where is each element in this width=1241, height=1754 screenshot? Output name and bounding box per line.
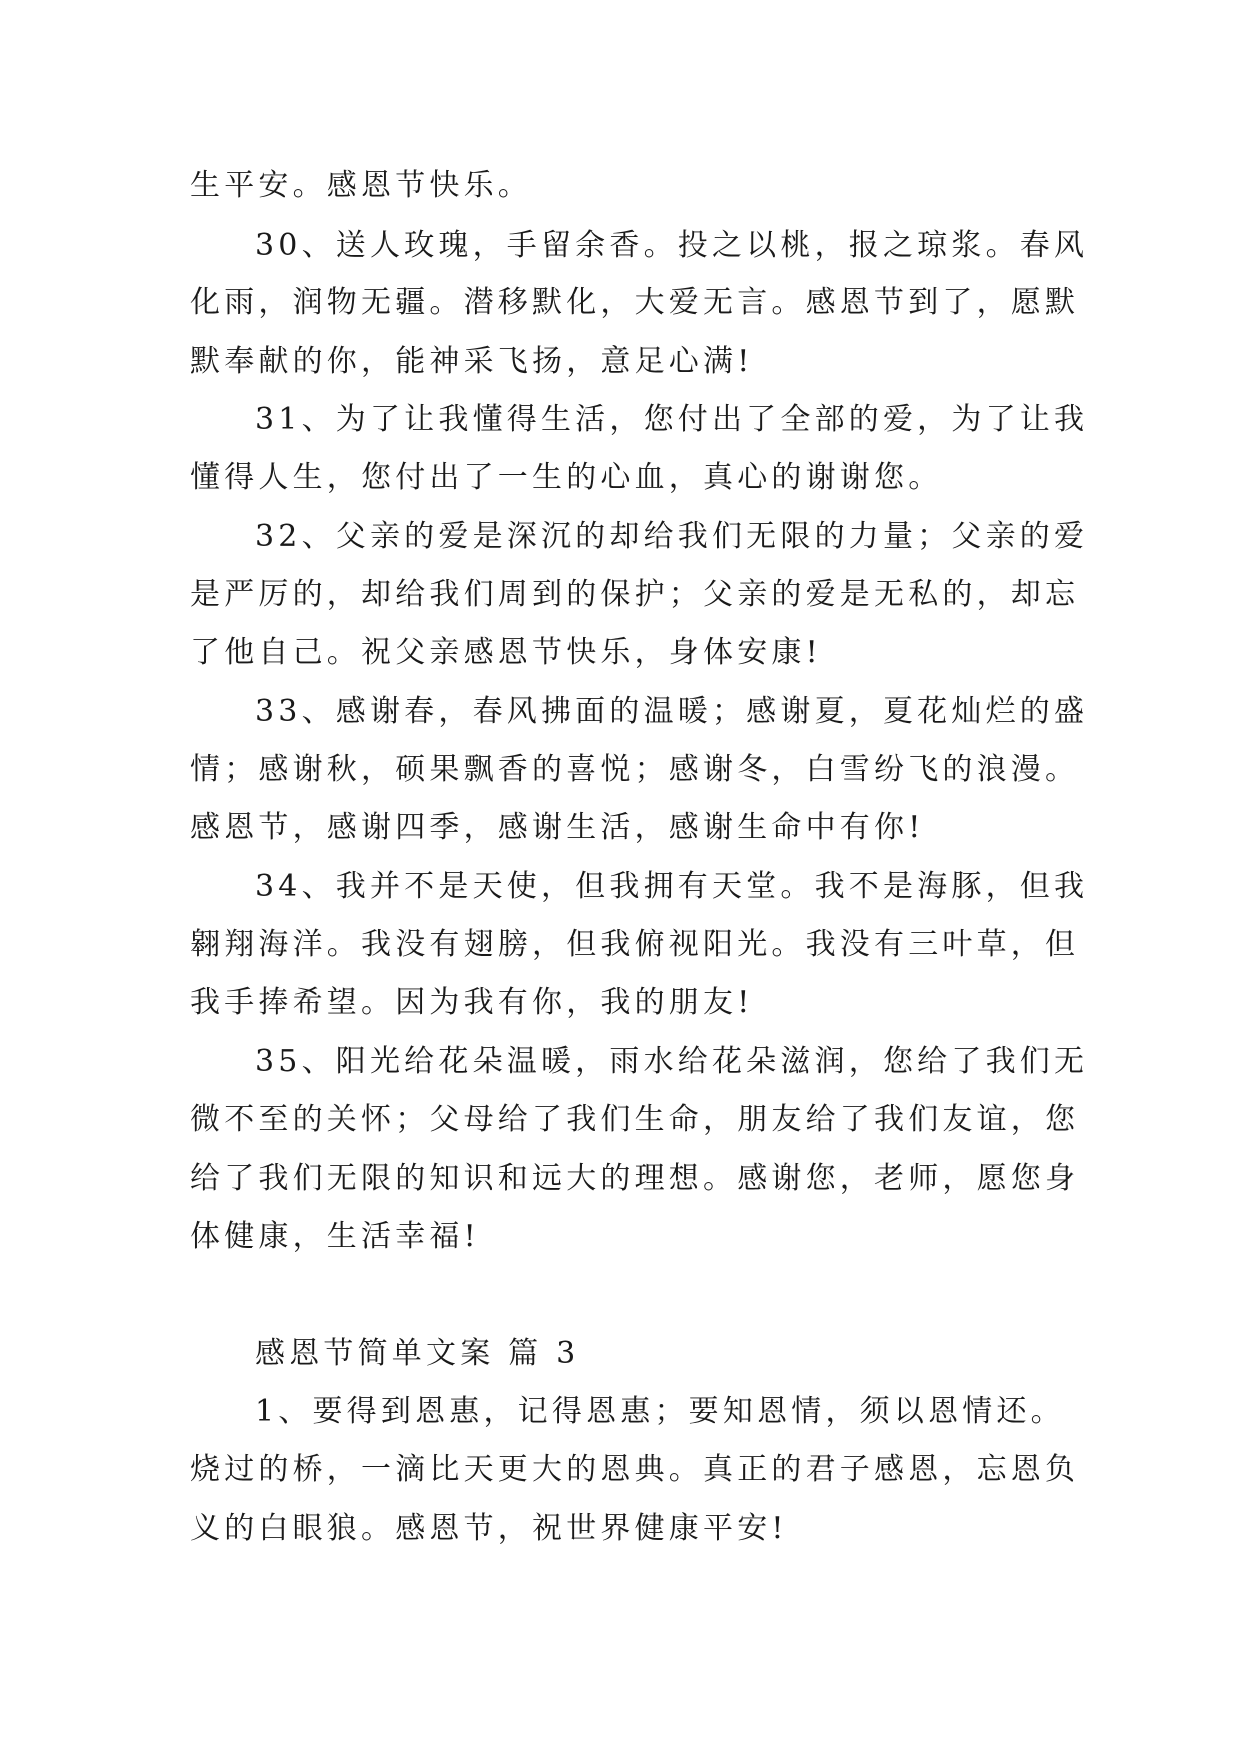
text-line: 感恩节，感谢四季，感谢生活，感谢生命中有你! — [190, 810, 925, 845]
text-line: 情；感谢秋，硕果飘香的喜悦；感谢冬，白雪纷飞的浪漫。 — [190, 752, 1080, 787]
paragraph-33-line: 33、感谢春，春风拂面的温暖；感谢夏，夏花灿烂的盛 — [255, 694, 1089, 729]
text-line: 义的白眼狼。感恩节，祝世界健康平安! — [190, 1511, 788, 1546]
paragraph-34-line: 34、我并不是天使，但我拥有天堂。我不是海豚，但我 — [255, 869, 1089, 904]
text-line: 给了我们无限的知识和远大的理想。感谢您，老师，愿您身 — [190, 1161, 1080, 1196]
paragraph-32-line: 32、父亲的爱是深沉的却给我们无限的力量；父亲的爱 — [255, 519, 1089, 554]
text-line: 化雨，润物无疆。潜移默化，大爱无言。感恩节到了，愿默 — [190, 285, 1080, 320]
text-line: 微不至的关怀；父母给了我们生命，朋友给了我们友谊，您 — [190, 1102, 1080, 1137]
paragraph-31-line: 31、为了让我懂得生活，您付出了全部的爱，为了让我 — [255, 402, 1089, 437]
text-line: 我手捧希望。因为我有你，我的朋友! — [190, 985, 754, 1020]
text-line: 了他自己。祝父亲感恩节快乐，身体安康! — [190, 635, 822, 670]
text-line: 是严厉的，却给我们周到的保护；父亲的爱是无私的，却忘 — [190, 577, 1080, 612]
text-line: 生平安。感恩节快乐。 — [190, 168, 532, 203]
paragraph-30-line: 30、送人玫瑰，手留余香。投之以桃，报之琼浆。春风 — [255, 228, 1089, 263]
section-heading: 感恩节简单文案 篇 3 — [255, 1336, 580, 1371]
paragraph-35-line: 35、阳光给花朵温暖，雨水给花朵滋润，您给了我们无 — [255, 1044, 1089, 1079]
text-line: 烧过的桥，一滴比天更大的恩典。真正的君子感恩，忘恩负 — [190, 1452, 1080, 1487]
paragraph-1-line: 1、要得到恩惠，记得恩惠；要知恩情，须以恩情还。 — [255, 1394, 1065, 1429]
text-line: 懂得人生，您付出了一生的心血，真心的谢谢您。 — [190, 460, 943, 495]
text-line: 体健康，生活幸福! — [190, 1219, 480, 1254]
text-line: 翱翔海洋。我没有翅膀，但我俯视阳光。我没有三叶草，但 — [190, 927, 1080, 962]
text-line: 默奉献的你，能神采飞扬，意足心满! — [190, 344, 754, 379]
